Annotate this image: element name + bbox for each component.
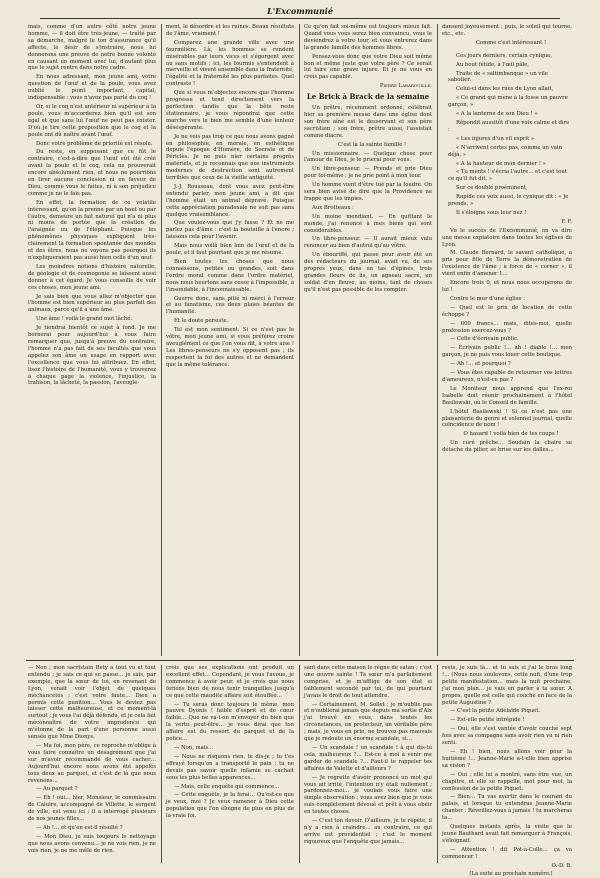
paragraph: Guerre donc, sans pitié ni merci à l'erreur et au fanatisme, ces deux plaies béantes de l'humanité. <box>166 295 294 316</box>
paragraph: mais, comme d'un autre côté notre jeune homme, — il doit être très-jeune, — traîté par sa démarche, malgré le ton d'assurance qu'il affecte, le désir de s'instruire, nous lui donnerons une preuve de notre bonne volonté en causant un moment avec lui, d'autant plus que le sujet rentre dans notre cadre. <box>28 24 156 72</box>
paragraph: Que si vous m'objectez encore que l'homme progresse et tend directement vers la perfection tandis que la bête reste stationnaire, je vous répondrai que cette marche vers le bien me semble d'une lenteur désespérante. <box>166 90 294 131</box>
poem-line: Au bout fétide, à l'œil pâle, <box>456 61 529 68</box>
paragraph: Comme c'est intéressant ! <box>475 39 547 46</box>
paragraph: Encore trois 0, et nous nous occuperons de lui ! <box>442 280 572 293</box>
column-rule <box>437 665 438 863</box>
masthead <box>40 6 560 19</box>
paragraph: Bien toutes les choses que nous connaissons, petites ou grandes, soit dans l'ordre moral comme dans l'ordre matériel, nous nous heurtons sans cesse à l'impossible, à l'insondable, à l'inconnaissable. <box>166 259 294 293</box>
paragraph: Et le doute persiste. <box>174 318 229 325</box>
poem-line: Rapide ces voix aussi, le cynique dit : « Je prends, » <box>448 194 569 208</box>
feuilleton-column-1 <box>28 665 156 863</box>
poem-line: Ces jours derniers, certain cynique, <box>456 52 553 59</box>
paragraph: Un libre-penseur. — Prends et prie Dieu pour toi-même ; je ne prie point à mon tour. <box>304 166 432 180</box>
column-rule <box>299 24 300 656</box>
paragraph: dansent joyeusement ; puis, le soleil qui tourne, etc., etc. <box>442 24 572 37</box>
paragraph: — Nous ne risquons rien, te dis-je ; tu t'es effrayé lorsqu'on a transporté le pain ; tu ne devais pas savoir quelle infamie se cachait sous les plus belles apparences… <box>166 753 294 781</box>
paragraph: — C'est ton devoir. D'ailleurs, je te répète, il n'y a rien à craindre… au contraire, ce qui arrive est providentiel ; c'est le moment rigoureux que l'enquête que jamais… <box>304 818 432 845</box>
paragraph: Un libre-penseur. — Il aurait mieux valu renoncer au bien d'autrui qu'au vôtre. <box>304 236 432 250</box>
paragraph: Tel est mon sentiment. Si ce n'est pas le vôtre, mon jeune ami, si vous préférez croire aveuglément ce que l'on vous dit, à votre aise ! Les libres-penseurs ne s'y opposent pas ; ils respectent la foi des autres et ne demandent que la même tolérance. <box>166 327 294 368</box>
paragraph: Je tiendrai bientôt ce sujet à fond. Je me bornerai pour aujourd'hui à vous faire remarquer que, jusqu'à preuve du contraire, l'homme n'a pas fait de ses facultés que vous appelez son âme un usage en rapport avec l'excellence que vous lui attribuez. En effet, lisez l'histoire de l'humanité, vous y trouverez à chaque page la violence, l'injustice, la trahison, la lâcheté, la passion, l'aveugle- <box>28 325 156 387</box>
poem-line: Traite de « saltimbanque » un vile sabotier. <box>448 70 548 84</box>
paragraph: crois que ses explications ont produit un excellent effet… Cependant, je vous l'avoue, je commence à avoir peur, et je crois que nous ferions bien de nous tenir tranquilles jusqu'à ce que cette maudite affaire soit étouffée… <box>166 665 294 699</box>
paragraph: En nous adressant, mon jeune ami, votre question de l'œuf et de la poule, vous avez oublié le point important, capital, indispensable : vous n'avez pas parlé du coq ! <box>28 74 156 102</box>
paragraph: — Est-elle petite intrépide ! <box>450 717 525 724</box>
paragraph: — Mais, celle enquête qui commence… <box>174 783 280 790</box>
paragraph: — Non ; mon sacristain Bety a tout vu et tout entendu ; je sais ce qui se passe… je sais, par exemple, que la sœur de toi, en revenant de Lyon, venait voir l'objet de quelques méchancetés ; c'est votre faute… Dieu a permis cette punition… Vous le deviez pas laisser cette malheureuse, et ce moment-là surtout ; je vous l'ai déjà défendu, et je cela fait méconnaître de votre imprudence qui m'étonne de la part d'une personne aussi sensée que Mme Dionys. <box>28 665 157 741</box>
paragraph: — Un scandale ! un scandale ! à qui dis-tu cela, malheureux ?… Est-ce à moi à venir me garder de scandale ?… Faut-il te rappeler tes affaires de Valette et d'ailleurs ? <box>304 744 432 772</box>
paragraph: reste, je suis là… et tu sais si j'ai le bras long !… (Nous nous soulevons, cette nuit, d'une trop petite manifestation… mais la nuit prochaine, j'ai mon plan… je vais en parler à ta sœur. A propos, quelle est celle qui couche en face de la petite Augustine ? <box>442 665 572 706</box>
paragraph: L'hôtel Basilewski ! Si ce n'est pas une plaisanterie du genre et solennel journal, quelle coïncidence de nom ! <box>442 408 572 429</box>
paragraph: Une âme ! voilà le grand mot lâché. <box>36 316 133 323</box>
article-column-3 <box>304 24 432 656</box>
paragraph: Un homme vient d'être tué par la foudre. On sera bien avisé de dire que la Providence ne frappe que les impies. <box>304 182 432 202</box>
paragraph: — Au parquet ? <box>36 786 78 793</box>
column-rule <box>437 24 438 656</box>
poem-line: « Ce grand qui mène à la fosse un pauvre garçon, » <box>448 95 568 109</box>
continued-note: (La suite au prochain numéro.) <box>469 871 553 878</box>
poem-line: « Tu ments ! s'écria l'autre... et c'est tout ce qu'il fut dit. » <box>448 169 567 183</box>
paragraph: — C'est la petite Adélaïde Piquet. <box>450 708 541 715</box>
column-rule <box>299 665 300 863</box>
paragraph: Aux Brotteaux : <box>312 204 354 211</box>
feuilleton-column-2 <box>166 665 294 863</box>
paragraph: M. Claude Bernard, le savant catholique, a pris pour fille de Terre la démonstration de l'existence de l'âme ; à force de « corner », il vient enfin d'amener 1… <box>442 250 572 278</box>
poem-line: Sur ce doublé proéminent, <box>456 185 528 192</box>
paragraph: Je ne vois pas trop ce que nous avons gagné en philosophie, en morale, en esthétique depuis l'époque d'Homère, de Socrate et de Périclès. Je ne puis nier certains progrès matériels, et je reconnais que nos instruments modernes de destruction sont autrement terribles que ceux de la vieille antiquité. <box>166 133 294 182</box>
paragraph: Que voulez-vous que j'y fasse ? Et ne me parlez pas d'âme : c'est la bouteille à l'encre ; laissons cela pour l'avenir. <box>166 220 294 241</box>
feuilleton-column-4 <box>442 665 572 878</box>
column-rule <box>161 24 162 656</box>
paragraph: — Oui, elle s'est vantée d'avoir couché sept fois avec sa compagne sans avoir rien vu ni rien senti. <box>442 726 572 747</box>
article-column-1 <box>28 24 156 656</box>
paragraph: — Celle d'écrivain public. <box>450 336 519 343</box>
paragraph: Un missionnaire. — Quelque chose pour l'amour de Dieu, je le prierai pour vous. <box>304 150 432 164</box>
poem-line: Il s'éloigne sous leur nez ! <box>456 209 527 216</box>
paragraph: Un curé prêche… Soudain la chaire se détache du pilier, se brise sur les dalles… <box>442 440 572 454</box>
paragraph: Contre le mur d'une église : <box>450 295 526 302</box>
paragraph: — Cette enquête, je la ferai… Qu'est-ce que je veux, moi ? Je veux ramener à Dieu cette population que l'on éloigne de plus en plus de la vraie foi. <box>166 792 294 820</box>
paragraph: Or, si le coq n'est antérieur ni supérieur à la poule, vous m'accorderez bien qu'il est son égal et que sans lui l'œuf ne peut pas exister. D'où je tire cette proposition que le coq et la poule ont dû naître avant l'œuf. <box>28 103 156 138</box>
poem-line: « A la hauteur de mon dernier ! » <box>456 160 546 167</box>
feuilleton-divider <box>26 660 574 661</box>
section-title: Le Brick à Brack de la semaine <box>306 92 430 102</box>
paragraph: Mais nous voilà bien loin de l'œuf et de la poule, et il faut pourtant que je me résume. <box>166 243 294 257</box>
paragraph: Comparez une grande ville avec une fourmilière. Là, les hommes se rendent misérables par leurs vices et s'égorgent avec ou sans motifs ; ici, les fourmis s'entendent à merveille et vivent ensemble dans la fraternité, l'égalité et la fraternité les plus parfaites. Quel contraste ! <box>166 39 294 88</box>
paragraph: Pensez-vous donc que votre Dieu soit même bon et même juste que votre père ? Ce serait lui faire une grave injure. Et je ne vous en crois pas capable. <box>304 53 432 81</box>
paragraph: — Mon Dieu, je suis toujours le nettoyage que nous avons convenu… je ne vois rien, je ne vois rien, je ne me mêle de rien. <box>28 833 156 854</box>
feuilleton-signature: O.-D. B. <box>551 862 572 869</box>
poem-line: « N'arrivent certes pas, comme un vain déjà, » <box>448 144 562 158</box>
paragraph: — Ah !… et pourquoi ? <box>450 361 511 368</box>
paragraph: Donc votre problème de priorité est résolu. <box>36 140 153 147</box>
column-rule <box>161 665 162 863</box>
paragraph: Le Moniteur nous apprend que l'ex-roi Isabelle doit réunir prochainement à l'hôtel Basilewski, où le Conseil de famille. <box>442 385 572 406</box>
paragraph: — Eh ! oui… hier, Monsieur, le commissaire de Caluire, accompagné de Villette, le sergent de ville, est venu ici ; il a interrogé plusieurs de nos jeunes filles… <box>28 795 156 823</box>
article-signature: Pierre Labarouille. <box>379 83 432 90</box>
paragraph: — Eh ! bien, nous allons voir pour la huitième !… Jeanne-Marie a-t-elle bien apprise sa vision ? <box>442 748 572 769</box>
paragraph: Ce qu'on fait soi-même est toujours mieux fait. Quand vous vous serez bien convaincu, vous le deviendrez à votre tour, et vous entrerez dans la grande famille des hommes libres. <box>304 24 432 51</box>
paragraph: — Tu seras donc toujours le même, mon pauvre Dyonis ! faible d'esprit et de cœur faible… Que ne va-t-on m'envoyer du bien que la vertu peut-être… je vous dirai que ton affaire est du ressort du parquet et de la police… <box>166 701 294 743</box>
paragraph: Je sais bien que vous allez m'objecter que l'homme est bien supérieur au plus parfait des animaux, parce qu'il a une âme. <box>28 293 156 314</box>
paragraph: Les moindres notions d'histoire naturelle, de géologie et de cosmogonie se laissent aussi donner à cet égard. Je vous conseille de voir ces choses, mon jeune ami. <box>28 263 156 291</box>
paragraph: J.-J. Rousseau, dont vous avez peut-être entendu parler, mon jeune ami, a dit que l'homme était un animal dépravé. Puisque cette appréciation paradoxale ne soit pas sans quelque vraisemblance. <box>166 183 294 218</box>
poem-line: Celui-ci dans les rues de Lyon allait, <box>456 86 554 93</box>
paragraph: — Écrivain public !… ah ! diable !… mon garçon, je ne puis vous louer cette boutique. <box>442 345 572 359</box>
poem-line: Répondit aussitôt d'une voix calme et dire : <box>448 119 570 133</box>
paragraph: Un moine mendiant. — En quittant le monde, j'ai renoncé à mes biens qui sont considérables. <box>304 213 432 234</box>
paragraph: — Oui ; elle lui a montré, sans être vue, un chapitre, et elle se rappelle, mot pour mot, la confession de la petite Piquet. <box>442 771 572 792</box>
paragraph: Un ébouriffé, qui passe pour avoir été un des rédacteurs du journal, avait vu, de ses propres yeux, dans un tas d'épines, trois grandes fleurs de lis, un agneau sacré, un soldat d'un fleuve, au moins, tant de choses qu'il n'est pas possible de les compter. <box>304 252 432 293</box>
paragraph: — Ma foi, mon père, ce reproche m'oblige à vous faire connaître un désagrément que j'ai sur m'avoir recommandé de vous cacher… Aujourd'hui encore nous avons été appelés tous deux au parquet, et c'est de là que nous revenons… <box>28 742 156 784</box>
paragraph: — 600 francs… mais, dites-moi, quelle profession exercez-vous ? <box>442 320 572 334</box>
paragraph: — Certainement, M. Sollet ; je m'oublie pas et n'oublierai jamais que depuis ma sortie d'Aix j'ai trouvé en vous, dans toutes les circonstances, un protecteur, un véritable père ; mais, je vous en prie, ne trouvez pas mauvais que je redoute un énorme scandale, si… <box>304 701 432 743</box>
paragraph: — Ah !… et qu'en est-il résulté ? <box>36 824 123 831</box>
paragraph: Quelques instants après, la visite que le jeune Bauthard avait fait remarquer à François, s'éloignait. <box>442 824 572 844</box>
paragraph: Vu le succès de l'Excommunié, on va dire une messe expiatoire dans toutes les églises de Lyon. <box>442 227 572 248</box>
feuilleton-column-3 <box>304 665 432 863</box>
paragraph: — Bien… Tu vas avertir dans le courant du palais, et lorsque tu entendras Jeanne-Marie chanter : Réveillez-vous à jamais ! tu marcheras ta… <box>442 794 572 822</box>
paragraph: ment, le désordre et les ruines. Beaux résultats de l'âme, vraiment ! <box>166 24 294 37</box>
newspaper-title: L'Excommunié <box>267 6 333 16</box>
paragraph: O hasard ! voilà bien de tes coups ! <box>463 431 559 438</box>
paragraph: — Je regrette d'avoir prononcé un mot qui vous ait irrité, l'intention n'y était nullement ; pardonnez-moi… je voulais vous faire une simple observation ; vous avez bien que je vous suis complètement dévoué et prêt à vous obéir en toutes choses. <box>304 774 432 816</box>
paragraph: — Non, mais… <box>174 744 214 751</box>
poem-line: « A la lanterne de son Dieu ! » <box>456 111 538 118</box>
paragraph: En effet, la formation de ce volatile intéressant, qu'on la prenne par un bout ou par l'autre, demeure un fait naturel qui n'a ni plus ni moins de portée que la création de l'araignée ou de l'éléphant. Puisque les phénomènes physiques expliquent très-clairement la formation spontanée des mondes et des êtres, nous ne voyons pas pourquoi ils n'expliqueraient pas aussi bien celle d'un œuf. <box>28 199 156 261</box>
paragraph: — Quel est le prix de location de cette échoppe ? <box>442 304 572 318</box>
paragraph: — Attention ! dit Pot-à-Colle… ça va commencer ! <box>442 846 572 860</box>
paragraph: — Vous êtes capable de retourner vos lettres d'amoureux, n'est-ce pas ? <box>442 370 572 383</box>
poem-signature: F. F. <box>561 218 572 225</box>
article-column-4 <box>442 24 572 656</box>
paragraph: Du reste, en supposant que ce fût le contraire, c'est-à-dire que l'œuf eût été créé avant la poule et le coq, cela ne prouverait encore absolument rien, et nous ne pourrions en tirer aucune conclusion ni en faveur de Dieu, comme vous le faites, ni à son préjudice comme je ne le fais pas. <box>28 149 156 197</box>
article-column-2 <box>166 24 294 656</box>
paragraph: C'est là la sainte famille ! <box>337 141 407 148</box>
paragraph: sant dans cette maison le règne de satan ; c'est une œuvre sainte ! Ta sœur m'a parfaitement comprise, et je m'afflige de son état si faiblement secondé par toi, de qui pourtant j'avais le droit de tout attendre. <box>304 665 432 699</box>
poem-line: « Les injures d'un vil esprit » <box>456 135 535 142</box>
paragraph: Un prêtre, récemment ordonné, célébrait hier sa première messe dans une église dont son frère aîné est le desservant et son père sacristain ; son frère, prêtre aussi, l'assistait comme diacre. <box>304 105 432 139</box>
